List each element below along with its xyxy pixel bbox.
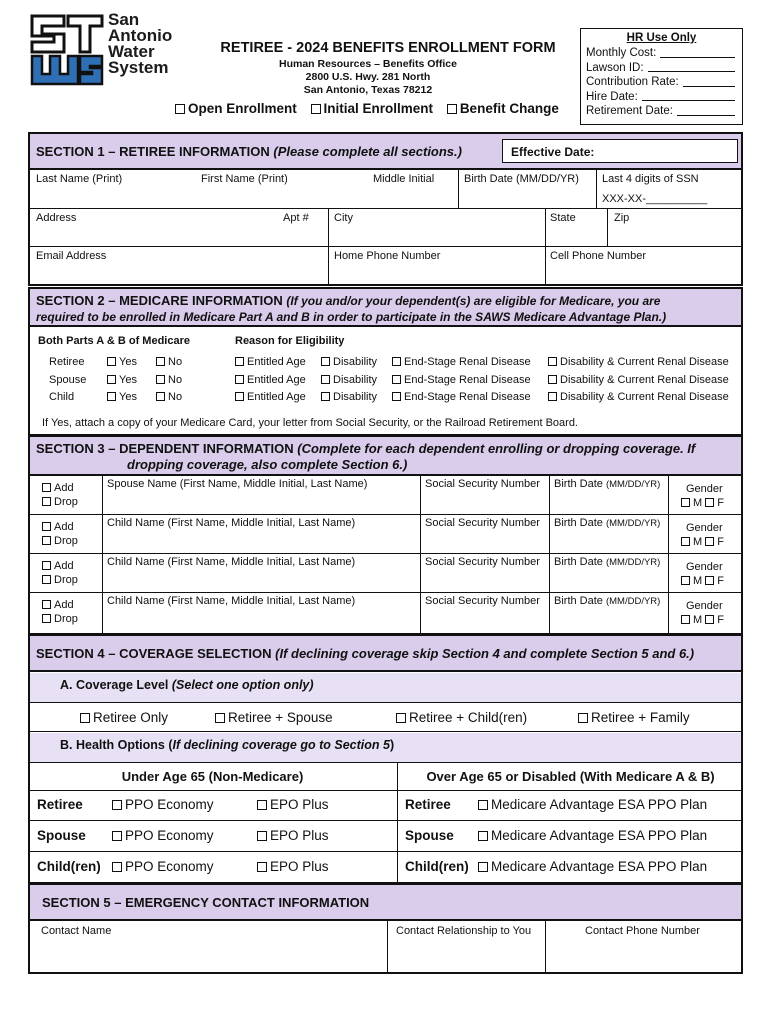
- option-label: Entitled Age: [247, 391, 306, 403]
- gender-label: Gender: [686, 522, 723, 534]
- middle-initial-field[interactable]: Middle Initial: [373, 173, 435, 185]
- ssn-field[interactable]: XXX-XX-__________: [602, 193, 708, 205]
- add-option[interactable]: [42, 560, 74, 572]
- checkbox-icon[interactable]: [156, 392, 165, 401]
- option-label: Retiree + Child(ren): [409, 710, 528, 725]
- checkbox-icon[interactable]: [705, 537, 714, 546]
- subsection-note-paren: ): [389, 738, 395, 752]
- dept-name: Human Resources – Benefits Office: [279, 58, 457, 70]
- subsection-title: A. Coverage Level: [60, 678, 169, 692]
- field-format: (MM/DD/YR): [605, 557, 661, 568]
- yes-option[interactable]: [107, 391, 137, 403]
- checkbox-icon[interactable]: [478, 800, 488, 810]
- row-label: Retiree: [49, 356, 85, 368]
- hr-field-line[interactable]: [677, 104, 735, 116]
- checkbox-icon[interactable]: [42, 536, 51, 545]
- eligibility-reason-heading: Reason for Eligibility: [235, 335, 345, 347]
- gender-m[interactable]: [681, 614, 702, 626]
- checkbox-icon[interactable]: [156, 375, 165, 384]
- checkbox-icon[interactable]: [705, 576, 714, 585]
- checkbox-icon[interactable]: [42, 614, 51, 623]
- reason-esrd[interactable]: [392, 356, 531, 368]
- option-label: Medicare Advantage ESA PPO Plan: [491, 859, 708, 874]
- checkbox-icon[interactable]: [548, 375, 557, 384]
- section-title: SECTION 2 – MEDICARE INFORMATION: [36, 293, 283, 308]
- reason-disability-renal[interactable]: [548, 374, 729, 386]
- option-label: EPO Plus: [270, 828, 329, 843]
- checkbox-icon[interactable]: [321, 357, 330, 366]
- dependent-ssn-field[interactable]: Social Security Number: [425, 517, 540, 529]
- option-label: Drop: [54, 574, 78, 586]
- hr-use-box: [580, 28, 743, 125]
- dependent-ssn-field[interactable]: Social Security Number: [425, 556, 540, 568]
- checkbox-icon[interactable]: [548, 392, 557, 401]
- checkbox-icon[interactable]: [107, 392, 116, 401]
- option-label: End-Stage Renal Disease: [404, 356, 531, 368]
- gender-options: [681, 575, 724, 587]
- hr-field-line[interactable]: [642, 90, 735, 102]
- logo-line: Water: [108, 42, 155, 61]
- hr-field-row: [586, 75, 737, 90]
- field-label: Birth Date: [554, 556, 603, 568]
- dependent-name-field[interactable]: Child Name (First Name, Middle Initial, Last Name): [107, 517, 356, 529]
- checkbox-icon[interactable]: [578, 713, 588, 723]
- field-format: (MM/DD/YR): [605, 479, 661, 490]
- checkbox-icon[interactable]: [112, 862, 122, 872]
- logo-text: [108, 12, 172, 76]
- reason-disability[interactable]: [321, 374, 377, 386]
- person-label: Child(ren): [37, 859, 101, 874]
- checkbox-icon[interactable]: [156, 357, 165, 366]
- option-label: No: [168, 374, 183, 386]
- field-label: Birth Date: [554, 517, 603, 529]
- checkbox-icon[interactable]: [548, 357, 557, 366]
- gender-label: Gender: [686, 561, 723, 573]
- person-label: Spouse: [37, 828, 86, 843]
- option-label: Initial Enrollment: [323, 101, 434, 116]
- checkbox-icon[interactable]: [447, 104, 457, 114]
- dependent-birth-field[interactable]: [554, 556, 660, 568]
- drop-option[interactable]: [42, 535, 78, 547]
- no-option[interactable]: [156, 391, 182, 403]
- effective-date-label: Effective Date:: [511, 145, 595, 159]
- gender-f[interactable]: [705, 575, 724, 587]
- option-label: M: [693, 614, 703, 626]
- subsection-note: (Select one option only): [171, 678, 314, 692]
- section-note: required to be enrolled in Medicare Part A and B in order to participate in the SAWS Medicare Advantage Plan.): [36, 310, 667, 324]
- checkbox-icon[interactable]: [321, 375, 330, 384]
- option-label: No: [168, 391, 183, 403]
- subsection-note: If declining coverage go to Section 5: [172, 738, 390, 752]
- coverage-retiree-only[interactable]: [80, 710, 168, 725]
- section3-header: [28, 435, 743, 476]
- field-format: (MM/DD/YR): [605, 596, 661, 607]
- checkbox-icon[interactable]: [80, 713, 90, 723]
- option-label: Retiree + Family: [591, 710, 690, 725]
- option-label: Add: [54, 521, 74, 533]
- row-label: Spouse: [49, 374, 87, 386]
- field-label: Birth Date: [554, 595, 603, 607]
- checkbox-icon[interactable]: [257, 800, 267, 810]
- reason-disability-renal[interactable]: [548, 356, 729, 368]
- over-65-heading: Over Age 65 or Disabled (With Medicare A & B): [426, 769, 715, 784]
- checkbox-icon[interactable]: [107, 375, 116, 384]
- form-title: RETIREE - 2024 BENEFITS ENROLLMENT FORM: [220, 40, 556, 56]
- checkbox-icon[interactable]: [257, 862, 267, 872]
- option-label: M: [693, 497, 703, 509]
- option-label: Medicare Advantage ESA PPO Plan: [491, 797, 708, 812]
- gender-options: [681, 536, 724, 548]
- email-field[interactable]: Email Address: [36, 250, 107, 262]
- hr-field-row: [586, 104, 737, 119]
- benefit-change-option[interactable]: [447, 101, 559, 116]
- hr-field-row: [586, 46, 737, 61]
- birth-date-field[interactable]: Birth Date (MM/DD/YR): [464, 173, 579, 185]
- no-option[interactable]: [156, 374, 182, 386]
- checkbox-icon[interactable]: [42, 575, 51, 584]
- checkbox-icon[interactable]: [112, 800, 122, 810]
- option-label: F: [717, 497, 724, 509]
- add-option[interactable]: [42, 521, 74, 533]
- drop-option[interactable]: [42, 574, 78, 586]
- checkbox-icon[interactable]: [321, 392, 330, 401]
- hr-field-label: Contribution Rate:: [586, 76, 679, 88]
- option-label: EPO Plus: [270, 797, 329, 812]
- reason-entitled-age[interactable]: [235, 356, 306, 368]
- initial-enrollment-option[interactable]: [311, 101, 434, 116]
- add-option[interactable]: [42, 482, 74, 494]
- drop-option[interactable]: [42, 613, 78, 625]
- section4-header: [28, 634, 743, 672]
- zip-field[interactable]: Zip: [614, 212, 630, 224]
- option-label: Open Enrollment: [188, 101, 297, 116]
- checkbox-icon[interactable]: [112, 831, 122, 841]
- option-label: Yes: [119, 356, 137, 368]
- gender-m[interactable]: [681, 536, 702, 548]
- checkbox-icon[interactable]: [392, 357, 401, 366]
- hr-field-label: Monthly Cost:: [586, 47, 657, 59]
- option-label: Retiree Only: [93, 710, 169, 725]
- option-label: Drop: [54, 613, 78, 625]
- option-label: Yes: [119, 391, 137, 403]
- hr-field-row: [586, 61, 737, 76]
- first-name-field[interactable]: First Name (Print): [201, 173, 288, 185]
- reason-entitled-age[interactable]: [235, 374, 306, 386]
- no-option[interactable]: [156, 356, 182, 368]
- coverage-retiree-children[interactable]: [396, 710, 527, 725]
- yes-option[interactable]: [107, 356, 137, 368]
- section-note: (Please complete all sections.): [273, 144, 462, 159]
- state-field[interactable]: State: [550, 212, 576, 224]
- epo-plus-option[interactable]: [257, 828, 329, 843]
- cell-phone-field[interactable]: Cell Phone Number: [550, 250, 646, 262]
- hr-field-line[interactable]: [648, 61, 735, 73]
- option-label: M: [693, 575, 703, 587]
- section2-header: [28, 287, 743, 327]
- checkbox-icon[interactable]: [107, 357, 116, 366]
- checkbox-icon[interactable]: [175, 104, 185, 114]
- checkbox-icon[interactable]: [215, 713, 225, 723]
- reason-esrd[interactable]: [392, 391, 531, 403]
- option-label: Disability & Current Renal Disease: [560, 391, 729, 403]
- checkbox-icon[interactable]: [396, 713, 406, 723]
- reason-disability-renal[interactable]: [548, 391, 729, 403]
- health-options-heading: [30, 733, 741, 762]
- ppo-economy-option[interactable]: [112, 828, 214, 843]
- option-label: F: [717, 575, 724, 587]
- dependent-birth-field[interactable]: [554, 517, 660, 529]
- ssn-label: Last 4 digits of SSN: [602, 173, 699, 185]
- apt-field[interactable]: Apt #: [283, 212, 309, 224]
- reason-disability[interactable]: [321, 391, 377, 403]
- ppo-economy-option[interactable]: [112, 859, 214, 874]
- section-title: SECTION 1 – RETIREE INFORMATION: [36, 144, 270, 159]
- saws-logo-icon: [28, 8, 104, 88]
- option-label: No: [168, 356, 183, 368]
- gender-options: [681, 614, 724, 626]
- option-label: PPO Economy: [125, 859, 214, 874]
- dependent-birth-field[interactable]: [554, 595, 660, 607]
- option-label: M: [693, 536, 703, 548]
- dependent-birth-field[interactable]: [554, 478, 660, 490]
- under-65-heading: Under Age 65 (Non-Medicare): [121, 769, 304, 784]
- contact-name-field[interactable]: Contact Name: [41, 925, 112, 937]
- person-label: Child(ren): [405, 859, 469, 874]
- hr-field-line[interactable]: [683, 75, 735, 87]
- contact-phone-field[interactable]: Contact Phone Number: [585, 925, 700, 937]
- option-label: F: [717, 536, 724, 548]
- option-label: F: [717, 614, 724, 626]
- option-label: Yes: [119, 374, 137, 386]
- address-line-1: 2800 U.S. Hwy. 281 North: [305, 71, 431, 83]
- option-label: Disability: [333, 374, 378, 386]
- medicare-parts-heading: Both Parts A & B of Medicare: [38, 335, 190, 347]
- option-label: PPO Economy: [125, 828, 214, 843]
- city-field[interactable]: City: [334, 212, 353, 224]
- person-label: Retiree: [37, 797, 83, 812]
- hr-field-label: Lawson ID:: [586, 61, 644, 74]
- option-label: Add: [54, 599, 74, 611]
- checkbox-icon[interactable]: [705, 498, 714, 507]
- logo-line: San: [108, 10, 140, 29]
- subsection-title: B. Health Options: [60, 738, 165, 752]
- checkbox-icon[interactable]: [42, 483, 51, 492]
- checkbox-icon[interactable]: [235, 357, 244, 366]
- epo-plus-option[interactable]: [257, 797, 329, 812]
- option-label: Benefit Change: [459, 101, 559, 116]
- gender-m[interactable]: [681, 575, 702, 587]
- field-format: (MM/DD/YR): [605, 518, 661, 529]
- section-note: (If you and/or your dependent(s) are eligible for Medicare, you are: [286, 294, 661, 308]
- checkbox-icon[interactable]: [392, 375, 401, 384]
- checkbox-icon[interactable]: [235, 375, 244, 384]
- logo-line: System: [108, 58, 169, 77]
- option-label: Add: [54, 482, 74, 494]
- option-label: End-Stage Renal Disease: [404, 391, 531, 403]
- person-label: Retiree: [405, 797, 451, 812]
- dependent-name-field[interactable]: Child Name (First Name, Middle Initial, Last Name): [107, 556, 356, 568]
- open-enrollment-option[interactable]: [175, 101, 297, 116]
- yes-option[interactable]: [107, 374, 137, 386]
- option-label: Add: [54, 560, 74, 572]
- hr-field-label: Retirement Date:: [586, 105, 673, 117]
- dependent-name-field[interactable]: Child Name (First Name, Middle Initial, Last Name): [107, 595, 356, 607]
- section5-header: [28, 883, 743, 921]
- option-label: Medicare Advantage ESA PPO Plan: [491, 828, 708, 843]
- epo-plus-option[interactable]: [257, 859, 329, 874]
- checkbox-icon[interactable]: [311, 104, 321, 114]
- checkbox-icon[interactable]: [681, 576, 690, 585]
- add-option[interactable]: [42, 599, 74, 611]
- address-field[interactable]: Address: [36, 212, 77, 224]
- gender-f[interactable]: [705, 614, 724, 626]
- field-label: Birth Date: [554, 478, 603, 490]
- coverage-retiree-spouse[interactable]: [215, 710, 333, 725]
- reason-entitled-age[interactable]: [235, 391, 306, 403]
- dependent-name-field[interactable]: Spouse Name (First Name, Middle Initial, Last Name): [107, 478, 368, 490]
- gender-options: [681, 497, 724, 509]
- checkbox-icon[interactable]: [705, 615, 714, 624]
- gender-f[interactable]: [705, 536, 724, 548]
- medicare-advantage-option[interactable]: [478, 859, 707, 874]
- option-label: Disability: [333, 356, 378, 368]
- ppo-economy-option[interactable]: [112, 797, 214, 812]
- subsection-note-paren: (: [168, 738, 173, 752]
- checkbox-icon[interactable]: [681, 498, 690, 507]
- checkbox-icon[interactable]: [257, 831, 267, 841]
- checkbox-icon[interactable]: [681, 537, 690, 546]
- medicare-footer-note: If Yes, attach a copy of your Medicare Card, your letter from Social Security, or the Railroad Retirement Board.: [42, 417, 578, 429]
- hr-field-row: [586, 90, 737, 105]
- section-title: SECTION 4 – COVERAGE SELECTION: [36, 646, 272, 661]
- checkbox-icon[interactable]: [478, 862, 488, 872]
- checkbox-icon[interactable]: [42, 497, 51, 506]
- hr-field-line[interactable]: [660, 46, 735, 58]
- section3-body: [28, 475, 743, 635]
- enrollment-type-row: [175, 101, 559, 116]
- option-label: Drop: [54, 535, 78, 547]
- last-name-field[interactable]: Last Name (Print): [36, 173, 123, 185]
- section1-body: [28, 169, 743, 286]
- gender-label: Gender: [686, 483, 723, 495]
- dependent-ssn-field[interactable]: Social Security Number: [425, 595, 540, 607]
- reason-esrd[interactable]: [392, 374, 531, 386]
- home-phone-field[interactable]: Home Phone Number: [334, 250, 441, 262]
- person-label: Spouse: [405, 828, 454, 843]
- row-label: Child: [49, 391, 75, 403]
- option-label: Disability & Current Renal Disease: [560, 356, 729, 368]
- contact-relationship-field[interactable]: Contact Relationship to You: [396, 925, 532, 937]
- dependent-ssn-field[interactable]: Social Security Number: [425, 478, 540, 490]
- coverage-retiree-family[interactable]: [578, 710, 690, 725]
- coverage-level-heading: [30, 673, 741, 702]
- checkbox-icon[interactable]: [42, 522, 51, 531]
- gender-label: Gender: [686, 600, 723, 612]
- gender-f[interactable]: [705, 497, 724, 509]
- option-label: PPO Economy: [125, 797, 214, 812]
- drop-option[interactable]: [42, 496, 78, 508]
- checkbox-icon[interactable]: [42, 600, 51, 609]
- reason-disability[interactable]: [321, 356, 377, 368]
- checkbox-icon[interactable]: [235, 392, 244, 401]
- logo-line: Antonio: [108, 26, 173, 45]
- medicare-advantage-option[interactable]: [478, 797, 707, 812]
- option-label: Entitled Age: [247, 374, 306, 386]
- section-title: SECTION 3 – DEPENDENT INFORMATION: [36, 441, 294, 456]
- option-label: Entitled Age: [247, 356, 306, 368]
- saws-logo: [28, 8, 178, 90]
- option-label: Retiree + Spouse: [228, 710, 333, 725]
- section-note: (If declining coverage skip Section 4 and complete Section 5 and 6.): [275, 646, 695, 661]
- address-line-2: San Antonio, Texas 78212: [303, 84, 433, 96]
- checkbox-icon[interactable]: [478, 831, 488, 841]
- option-label: End-Stage Renal Disease: [404, 374, 531, 386]
- option-label: Disability & Current Renal Disease: [560, 374, 729, 386]
- option-label: Drop: [54, 496, 78, 508]
- option-label: Disability: [333, 391, 378, 403]
- section-note: (Complete for each dependent enrolling or dropping coverage. If: [297, 441, 696, 456]
- checkbox-icon[interactable]: [392, 392, 401, 401]
- checkbox-icon[interactable]: [42, 561, 51, 570]
- section-note: dropping coverage, also complete Section 6.): [127, 457, 408, 472]
- medicare-advantage-option[interactable]: [478, 828, 707, 843]
- section-title: SECTION 5 – EMERGENCY CONTACT INFORMATION: [42, 895, 370, 910]
- gender-m[interactable]: [681, 497, 702, 509]
- hr-box-title: HR Use Only: [626, 32, 697, 44]
- hr-field-label: Hire Date:: [586, 90, 638, 103]
- checkbox-icon[interactable]: [681, 615, 690, 624]
- option-label: EPO Plus: [270, 859, 329, 874]
- effective-date-field[interactable]: [502, 139, 738, 163]
